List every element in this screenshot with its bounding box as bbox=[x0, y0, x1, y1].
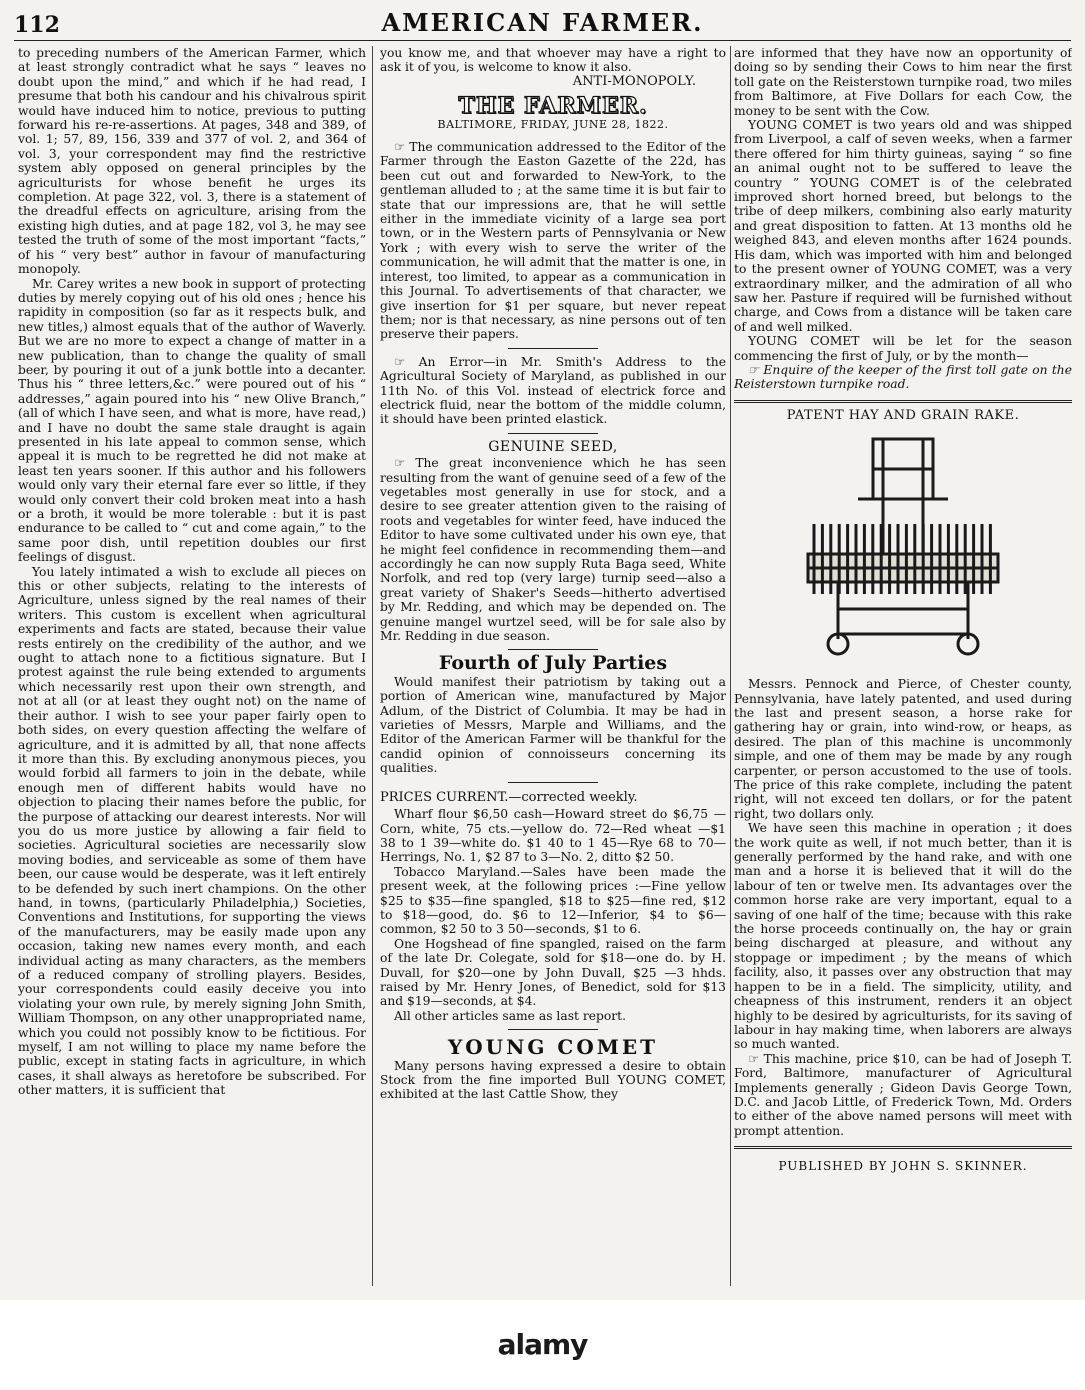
alamy-logo: alamy bbox=[497, 1328, 588, 1361]
young-comet-heading: YOUNG COMET bbox=[447, 1035, 659, 1060]
short-rule bbox=[508, 433, 598, 434]
header-rule bbox=[14, 40, 1071, 41]
column-divider-2 bbox=[730, 46, 731, 1286]
short-rule bbox=[508, 348, 598, 349]
hay-rake-illustration-icon bbox=[798, 429, 1008, 669]
column-2 bbox=[380, 46, 726, 1286]
col3-paragraph-rake-operation: We have seen this machine in operation ; it does the work quite as well, if not much better, than it is generally performed by the hand rake, and with one man and a horse it is believed that it will do the labour of ten or twelve men. Its advantages over the common horse rake are very important, equal to a saving of one half of the time; because with this rake the horse proceeds continually on, the hay or grain being discharged at pleasure, and without any stoppage or impediment ; by the means of which facility, also, it passes over any obstruction that may happen to be in a field. The simplicity, utility, and cheapness of this instrument, renders it an object highly to be desired by agriculturists, for its saving of labour in hay making time, when laborers are always so much wanted. bbox=[734, 821, 1072, 1052]
page-header bbox=[0, 8, 1085, 40]
genuine-seed-heading: GENUINE SEED, bbox=[488, 438, 618, 455]
short-rule bbox=[508, 782, 598, 783]
column-1 bbox=[18, 46, 366, 1286]
col2-paragraph-1: you know me, and that whoever may have a right to ask it of you, is welcome to know it also. bbox=[380, 46, 726, 75]
short-rule bbox=[508, 649, 598, 650]
double-rule bbox=[734, 400, 1072, 403]
double-rule bbox=[734, 1146, 1072, 1149]
dateline: BALTIMORE, FRIDAY, JUNE 28, 1822. bbox=[437, 117, 669, 131]
col3-paragraph-rake-description: Messrs. Pennock and Pierce, of Chester county, Pennsylvania, have lately patented, and used during the last and present season, a horse rake for gathering hay or grain, into wind-row, or heaps, as desired. The plan of this machine is uncommonly simple, and one of them may be made by any rough carpenter, or person accustomed to the use of tools. The price of this rake complete, including the patent right, will not exceed ten dollars, or for the patent right, two dollars only. bbox=[734, 677, 1072, 821]
col1-paragraph-1: to preceding numbers of the American Farmer, which at least strongly contradict what he says “ leaves no doubt upon the mind,” and which if he had read, I presume that both his candour and his chivalrous spirit would have induced him to notice, previous to putting forward his re-re-assertions. At pages, 348 and 389, of vol. 1; 57, 89, 156, 339 and 377 of vol. 2, and 364 of vol. 3, your correspondent may find the restrictive system ably opposed on general principles by the agriculturists for whose benefit he urges its completion. At page 322, vol. 3, there is a statement of the dreadful effects on agriculture, arising from the existing high duties, and at page 182, vol 3, he may see tested the truth of some of the most important “facts,” of his “ very best” author in favour of manufacturing monopoly. bbox=[18, 46, 366, 277]
section-title-the-farmer: THE FARMER. bbox=[458, 93, 648, 120]
col3-paragraph-4: ☞ Enquire of the keeper of the first toll gate on the Reisterstown turnpike road. bbox=[734, 362, 1072, 392]
col3-paragraph-rake-price: ☞ This machine, price $10, can be had of Joseph T. Ford, Baltimore, manufacturer of Agricultural Implements generally ; Gideon Davis George Town, D.C. and Jacob Little, of Frederick Town, Md. Orders to either of the above named persons will meet with prompt attention. bbox=[734, 1051, 1072, 1138]
col2-paragraph-communication: ☞ The communication addressed to the Editor of the Farmer through the Easton Gazette of the 22d, has been cut out and forwarded to New-York, to the gentleman alluded to ; at the same time it is but fair to state that our impressions are, that he will settle either in the immediate vicinity of a large sea port town, or in the Western parts of Pennsylvania or New York ; with every wish to serve the writer of the communication, he will admit that the matter is one, in interest, too limited, to appear as a communication in this Journal. To advertisements of that character, we give insertion for $1 per square, but never repeat them; nor is that necessary, as nine persons out of ten preserve their papers. bbox=[380, 140, 726, 342]
col2-paragraph-genuine-seed: ☞ The great inconvenience which he has seen resulting from the want of genuine seed of a few of the vegetables most generally in use for stock, and a desire to see greater attention given to the raising of roots and vegetables for winter feed, have induced the Editor to have some cultivated under his own eye, that he might feel confidence in recommending them—and accordingly he can now supply Ruta Baga seed, White Norfolk, and red top (very large) turnip seed—also a great variety of Shaker's Seeds—hitherto advertised by Mr. Redding, and which may be depended on. The genuine mangel wurtzel seed, will be for sale also by Mr. Redding in due season. bbox=[380, 456, 726, 644]
short-rule bbox=[508, 1029, 598, 1030]
col3-paragraph-3: YOUNG COMET will be let for the season commencing the first of July, or by the month— bbox=[734, 334, 1072, 363]
col1-paragraph-3: You lately intimated a wish to exclude all pieces on this or other subjects, relating to the interests of Agriculture, unless signed by the real names of their writers. This custom is excellent when agricultural experiments and facts are stated, because their value rests entirely on the credibility of the author, and we ought to attach none to a fictitious signature. But I protest against the rule being extended to arguments which necessarily rest upon their own strength, and not at all (or at least they ought not) on the name of their author. I wish to see your paper fairly open to both sides, on every question affecting the welfare of agriculture, and it is admitted by all, that none affects it more than this. By excluding anonymous pieces, you would forbid all farmers to join in the debate, while enough men of different habits would have no objection to placing their names before the public, for the purpose of attacking our dearest interests. Nor will you do us more justice by allowing a fair field to societies. Agricultural societies are necessarily slow moving bodies, and serviceable as some of them have been, our cause would be desperate, was it left entirely to be defended by such inert champions. On the other hand, in towns, (particularly Philadelphia,) Societies, Conventions and Institutions, for supporting the views of the manufacturers, may be easily made upon any occasion, taking new names every month, and each individual acting as many characters, as the members of a reduced company of strolling players. Besides, your correspondents could easily deceive you into violating your own rule, by merely signing John Smith, William Thompson, on any other unappropriated name, which you could not possibly know to be fictitious. For myself, I am not willing to place my name before the public, except in stating facts in agriculture, in which cases, it shall always as heretofore be subscribed. For other matters, it is sufficient that bbox=[18, 564, 366, 1098]
col3-paragraph-1: are informed that they have now an opportunity of doing so by sending their Cows to him near the first toll gate on the Reisterstown turnpike road, two miles from Baltimore, at Five Dollars for each Cow, the money to be sent with the Cow. bbox=[734, 46, 1072, 118]
fourth-of-july-heading: Fourth of July Parties bbox=[438, 652, 668, 675]
col2-paragraph-tobacco: Tobacco Maryland.—Sales have been made the present week, at the following prices :—Fine yellow $25 to $35—fine spangled, $18 to $25—fine red, $12 to $18—good, do. $6 to 12—Inferior, $4 to $6—common, $2 50 to 3 50—seconds, $1 to 6. bbox=[380, 864, 726, 937]
col2-paragraph-error: ☞ An Error—in Mr. Smith's Address to the Agricultural Society of Maryland, as published in our 11th No. of this Vol. instead of electrick force and electrick fluid, near the bottom of the middle column, it should have been printed elastick. bbox=[380, 354, 726, 427]
signature-anti-monopoly: ANTI-MONOPOLY. bbox=[572, 73, 696, 89]
col2-paragraph-other-articles: All other articles same as last report. bbox=[394, 1008, 627, 1023]
column-3 bbox=[734, 46, 1072, 1286]
col3-paragraph-2: YOUNG COMET is two years old and was shipped from Liverpool, a calf of seven weeks, when a farmer there offered for him thirty guineas, saying “ so fine an animal ought not to be suffered to leave the country ” YOUNG COMET is of the celebrated improved short horned breed, but belongs to the tribe of deep milkers, combining also early maturity and great disposition to fatten. At 13 months old he weighed 843, and eleven months after 1624 pounds. His dam, which was imported with him and belonged to the present owner of YOUNG COMET, was a very extraordinary milker, and the admiration of all who saw her. Pasture if required will be furnished without charge, and Cows from a distance will be taken care of and well milked. bbox=[734, 118, 1072, 334]
publisher-line: PUBLISHED BY JOHN S. SKINNER. bbox=[778, 1159, 1028, 1174]
col2-paragraph-young-comet: Many persons having expressed a desire to obtain Stock from the fine imported Bull YOUNG COMET, exhibited at the last Cattle Show, they bbox=[380, 1058, 726, 1102]
masthead: AMERICAN FARMER. bbox=[381, 8, 704, 37]
stock-photo-band bbox=[0, 1300, 1085, 1390]
column-divider-1 bbox=[372, 46, 373, 1286]
col2-paragraph-july: Would manifest their patriotism by taking out a portion of American wine, manufactured by Major Adlum, of the District of Columbia. It may be had in varieties of Messrs, Marple and Williams, and the Editor of the American Farmer will be thankful for the candid opinion of connoisseurs concerning its qualities. bbox=[380, 674, 726, 776]
col2-paragraph-hogshead: One Hogshead of fine spangled, raised on the farm of the late Dr. Colegate, sold for $18—one do. by H. Duvall, for $20—one by John Duvall, $25 —3 hhds. raised by Mr. Henry Jones, of Benedict, sold for $13 and $19—seconds, at $4. bbox=[380, 936, 726, 1009]
prices-current-heading: PRICES CURRENT.—corrected weekly. bbox=[380, 789, 638, 805]
col2-paragraph-prices: Wharf flour $6,50 cash—Howard street do $6,75 —Corn, white, 75 cts.—yellow do. 72—Red wheat —$1 38 to 1 39—white do. $1 40 to 1 45—Rye 68 to 70—Herrings, No. 1, $2 87 to 3—No. 2, ditto $2 50. bbox=[380, 807, 726, 865]
rake-heading: PATENT HAY AND GRAIN RAKE. bbox=[786, 407, 1020, 423]
page-number: 112 bbox=[14, 12, 60, 38]
col1-paragraph-2: Mr. Carey writes a new book in support of protecting duties by merely copying out of his old ones ; hence his rapidity in composition (so far as it respects bulk, and new titles,) almost equals that of the author of Waverly. But we are no more to expect a change of matter in a new publication, than to change the quality of small beer, by pouring it out of a junk bottle into a decanter. Thus his “ three letters,&c.” were poured out of his “ addresses,” again poured into his “ new Olive Branch,” (all of which I have seen, and what is more, have read,) and I have no doubt the same stale draught is again presented in his late appeal to common sense, which appeal it is much to be regretted he did not make at least ten years sooner. If this author and his followers would only vary their eternal fare ever so little, if they would only convert their cold broken meat into a hash or a broth, it would be more tolerable : but it is past endurance to be called to “ cut and come again,” to the same poor dish, until repetition doubles our first feelings of disgust. bbox=[18, 276, 366, 565]
